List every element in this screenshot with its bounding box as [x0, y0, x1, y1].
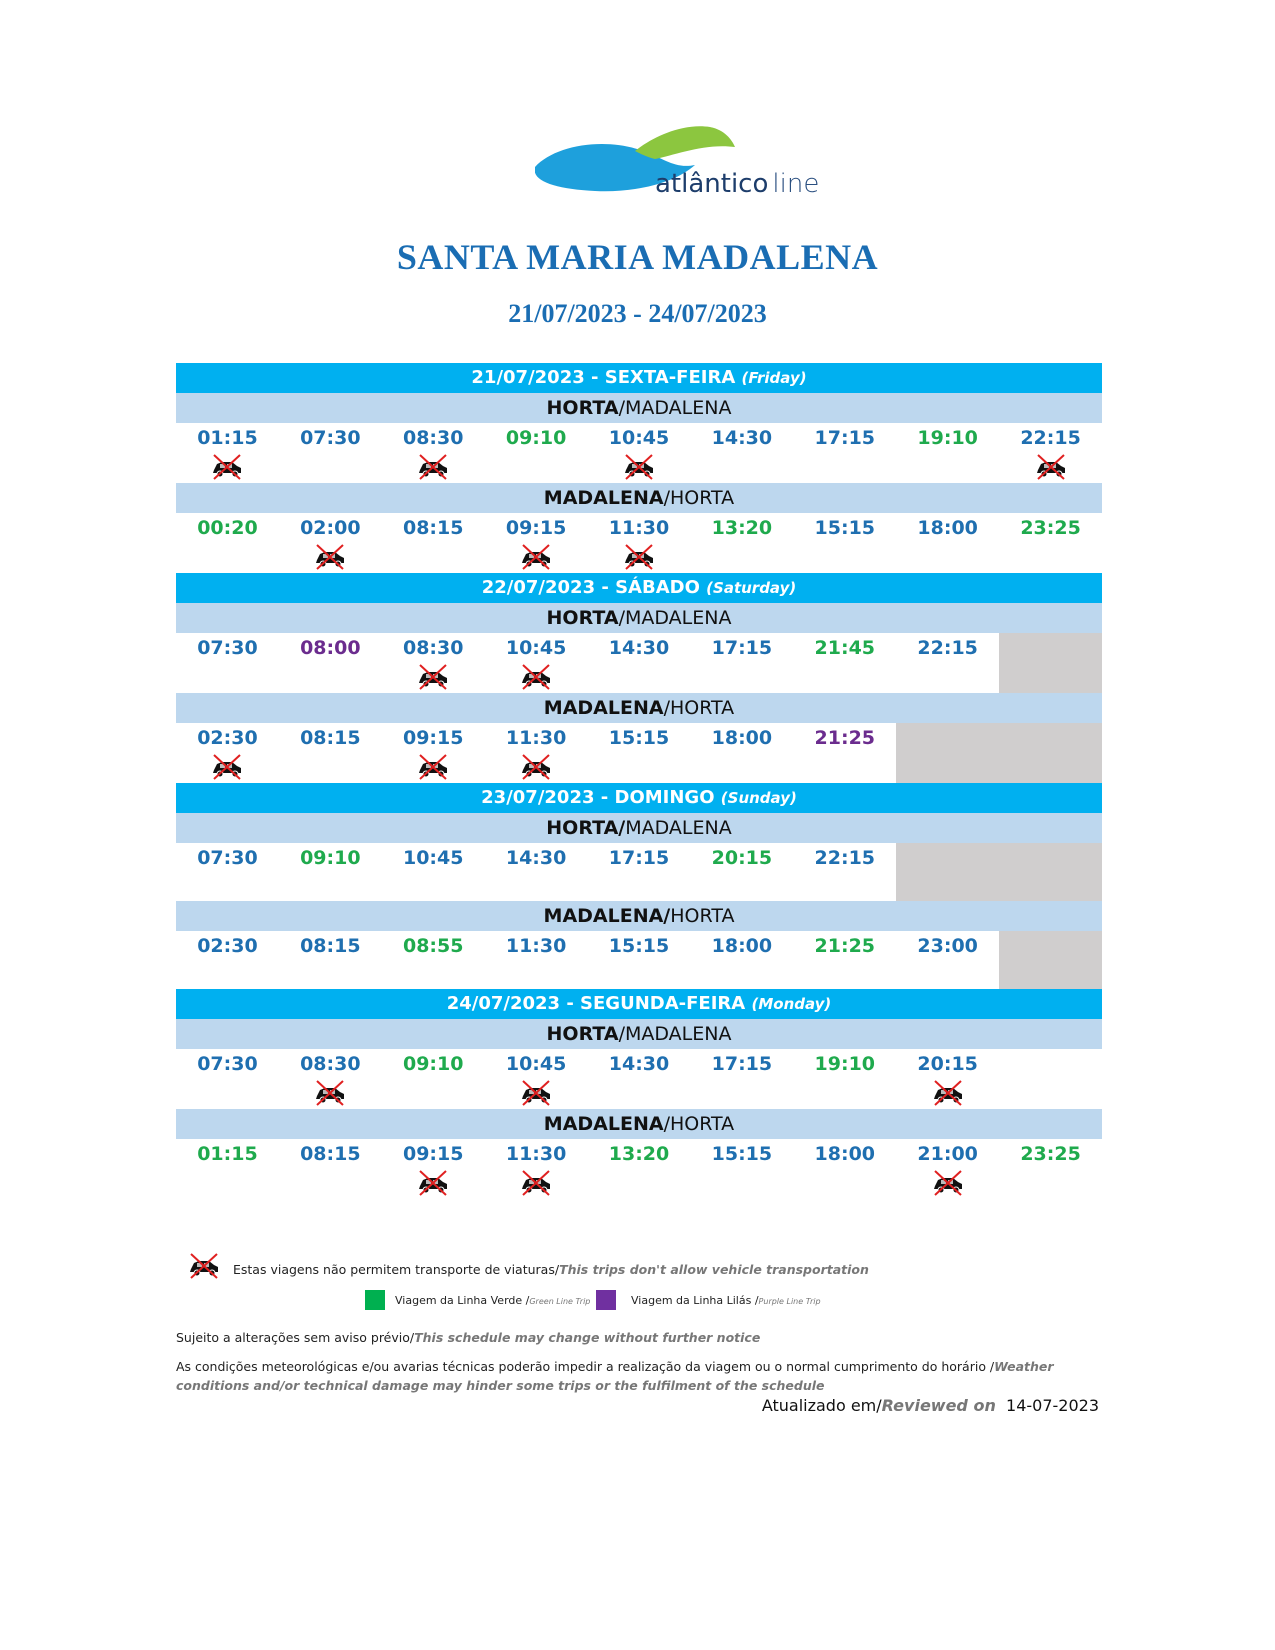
trip-time: 15:15: [608, 727, 670, 749]
day-title: 24/07/2023 - SEGUNDA-FEIRA: [446, 993, 746, 1014]
trip-time: 09:10: [505, 427, 567, 449]
no-vehicle-icon: [518, 753, 554, 781]
route-header: [176, 1109, 1102, 1139]
trip-time: 07:30: [197, 847, 258, 869]
trip-row: [176, 513, 1102, 573]
brand-name-part2: line: [772, 169, 820, 199]
trip-cell: [999, 513, 1102, 541]
trip-time: 09:15: [402, 1143, 464, 1165]
trip-time: 18:00: [814, 1143, 876, 1165]
trip-cell: [588, 723, 691, 751]
trip-time: 08:55: [402, 935, 464, 957]
trip-time: 00:20: [197, 517, 258, 539]
trip-cell: [588, 513, 691, 571]
trip-cell: [690, 423, 793, 451]
route-to: HORTA: [669, 487, 735, 509]
trip-time: 20:15: [917, 1053, 978, 1075]
trip-cell: [279, 1139, 382, 1167]
route-header: [176, 813, 1102, 843]
note-change-en: This schedule may change without further notice: [414, 1330, 761, 1345]
no-vehicle-icon: [518, 1169, 554, 1197]
no-vehicle-icon: [209, 753, 245, 781]
trip-cell: [690, 1139, 793, 1167]
trip-cell: [896, 1049, 999, 1107]
route-from: MADALENA: [543, 697, 664, 719]
trip-cell: [793, 1139, 896, 1167]
trip-time: 08:30: [300, 1053, 361, 1075]
trip-cell: [999, 1139, 1102, 1167]
route-to: MADALENA: [624, 1023, 732, 1045]
trip-time: 14:30: [608, 1053, 670, 1075]
trip-row: [176, 723, 1102, 783]
route-separator: /: [663, 697, 670, 719]
no-vehicle-icon: [518, 543, 554, 571]
day-title-en: (Monday): [751, 995, 832, 1013]
trip-cell: [382, 931, 485, 959]
route-to: HORTA: [670, 905, 735, 927]
no-vehicle-icon: [415, 663, 451, 691]
trip-cell: [176, 1139, 279, 1167]
trip-row: [176, 843, 1102, 901]
trip-cell: [690, 931, 793, 959]
trip-cell: [896, 931, 999, 959]
day-title-en: (Friday): [741, 369, 807, 387]
trip-row: [176, 1139, 1102, 1199]
day-header: [176, 783, 1102, 813]
trip-time: 13:20: [711, 517, 773, 539]
trip-time: 08:15: [402, 517, 464, 539]
trip-row: [176, 1049, 1102, 1109]
trip-cell: [176, 723, 279, 781]
trip-cell: [588, 843, 691, 871]
trip-cell: [588, 931, 691, 959]
note-weather-en: Weather conditions and/or technical damage may hinder some trips or the fulfilment of the schedule: [176, 1359, 1054, 1393]
trip-cell: [588, 423, 691, 481]
no-vehicle-icon: [415, 453, 451, 481]
trip-time: 02:30: [197, 935, 258, 957]
route-to: HORTA: [669, 1113, 735, 1135]
trip-cell: [279, 423, 382, 451]
trip-cell: [793, 931, 896, 959]
no-vehicle-icon: [621, 453, 657, 481]
note-schedule-change: [176, 1330, 760, 1345]
no-vehicle-icon: [930, 1079, 966, 1107]
trip-cell: [279, 1049, 382, 1107]
trip-time: 02:00: [300, 517, 361, 539]
note-weather-pt: As condições meteorológicas e/ou avarias técnicas poderão impedir a realização da viagem ou o normal cumprimento do horário /: [176, 1359, 995, 1374]
trip-cell: [690, 843, 793, 871]
trip-cell: [176, 931, 279, 959]
trip-cell: [588, 1139, 691, 1167]
trip-time: 07:30: [300, 427, 361, 449]
trip-cell: [690, 1049, 793, 1077]
no-vehicle-icon: [415, 1169, 451, 1197]
route-header: [176, 1019, 1102, 1049]
trip-time: 09:10: [300, 847, 361, 869]
route-to: MADALENA: [625, 817, 732, 839]
trip-time: 22:15: [814, 847, 876, 869]
route-from: HORTA: [546, 1023, 619, 1045]
trip-cell: [485, 723, 588, 781]
trip-cell: [382, 633, 485, 691]
day-title: 21/07/2023 - SEXTA-FEIRA: [471, 367, 736, 388]
no-vehicle-icon: [930, 1169, 966, 1197]
day-title-en: (Sunday): [720, 789, 797, 807]
day-header: [176, 363, 1102, 393]
trip-row: [176, 423, 1102, 483]
route-from: HORTA: [546, 397, 619, 419]
trip-time: 15:15: [711, 1143, 773, 1165]
trip-cell: [793, 513, 896, 541]
trip-cell: [176, 513, 279, 541]
date-range: 21/07/2023 - 24/07/2023: [508, 299, 767, 328]
brand-name: [655, 169, 819, 199]
trip-cell: [485, 1139, 588, 1197]
trip-time: 10:45: [402, 847, 464, 869]
trip-cell: [279, 633, 382, 661]
trip-cell: [485, 633, 588, 691]
trip-cell: [176, 1049, 279, 1077]
trip-time: 22:15: [917, 637, 978, 659]
schedule-table: [176, 363, 1102, 1199]
updated-date: [762, 1396, 1099, 1415]
trip-time: 21:45: [814, 637, 876, 659]
day-title: 23/07/2023 - DOMINGO: [481, 787, 715, 808]
legend-no-vehicle-pt: Estas viagens não permitem transporte de viaturas/: [233, 1262, 560, 1277]
trip-cell: [896, 423, 999, 451]
no-vehicle-icon: [518, 663, 554, 691]
trip-time: 17:15: [814, 427, 876, 449]
note-change-pt: Sujeito a alterações sem aviso prévio/: [176, 1330, 415, 1345]
trip-cell: [690, 633, 793, 661]
no-vehicle-icon: [621, 543, 657, 571]
trip-time: 23:25: [1020, 1143, 1081, 1165]
trip-time: 17:15: [711, 637, 773, 659]
trip-cell: [485, 1049, 588, 1107]
trip-cell: [382, 513, 485, 541]
legend-no-vehicle-en: This trips don't allow vehicle transportation: [559, 1262, 869, 1277]
trip-time: 09:15: [402, 727, 464, 749]
route-from: MADALENA/: [543, 905, 671, 927]
route-separator: /: [618, 1023, 625, 1045]
trip-cell: [896, 513, 999, 541]
route-header: [176, 603, 1102, 633]
trip-cell: [588, 633, 691, 661]
brand-name-part1: atlântico: [655, 169, 769, 199]
route-header: [176, 483, 1102, 513]
trip-cell: [176, 843, 279, 871]
no-vehicle-icon: [312, 543, 348, 571]
day-title: 22/07/2023 - SÁBADO: [481, 577, 700, 598]
route-to: HORTA: [669, 697, 735, 719]
trip-cell: [279, 843, 382, 871]
route-header: [176, 393, 1102, 423]
trip-time: 11:30: [608, 517, 670, 539]
trip-time: 15:15: [814, 517, 876, 539]
green-line-swatch: [365, 1290, 385, 1310]
trip-cell: [485, 513, 588, 571]
trip-cell: [382, 1139, 485, 1197]
trip-time: 22:15: [1020, 427, 1081, 449]
trip-time: 15:15: [608, 935, 670, 957]
trip-time: 08:00: [300, 637, 361, 659]
no-vehicle-icon: [518, 1079, 554, 1107]
trip-time: 10:45: [608, 427, 670, 449]
day-title-en: (Saturday): [706, 579, 797, 597]
trip-time: 14:30: [608, 637, 670, 659]
route-separator: /: [663, 487, 670, 509]
trip-time: 08:30: [402, 427, 464, 449]
trip-cell: [485, 423, 588, 451]
trip-time: 23:25: [1020, 517, 1081, 539]
trip-time: 13:20: [608, 1143, 670, 1165]
route-to: MADALENA: [624, 397, 732, 419]
trip-time: 11:30: [505, 727, 567, 749]
trip-cell: [485, 931, 588, 959]
route-header: [176, 901, 1102, 931]
trip-row: [176, 931, 1102, 989]
legend-green-line: [395, 1294, 590, 1307]
trip-cell: [382, 843, 485, 871]
legend-green-pt: Viagem da Linha Verde /: [395, 1294, 530, 1307]
trip-time: 21:00: [917, 1143, 978, 1165]
trip-cell: [279, 513, 382, 571]
route-separator: /: [618, 607, 625, 629]
trip-time: 14:30: [505, 847, 567, 869]
trip-time: 08:15: [300, 935, 361, 957]
note-weather: [176, 1357, 1076, 1395]
trip-cell: [793, 633, 896, 661]
page-title: SANTA MARIA MADALENA: [396, 237, 879, 277]
legend-purple-pt: Viagem da Linha Lilás /: [631, 1294, 759, 1307]
no-vehicle-icon: [209, 453, 245, 481]
trip-time: 18:00: [711, 727, 773, 749]
no-vehicle-icon: [312, 1079, 348, 1107]
trip-time: 20:15: [711, 847, 773, 869]
purple-line-swatch: [596, 1290, 616, 1310]
trip-cell: [279, 723, 382, 751]
trip-cell: [382, 423, 485, 481]
trip-cell: [896, 1139, 999, 1197]
legend-purple-en: Purple Line Trip: [758, 1297, 821, 1306]
trip-cell: [176, 633, 279, 661]
route-to: MADALENA: [624, 607, 732, 629]
empty-cell: [896, 723, 1102, 783]
trip-time: 11:30: [505, 1143, 567, 1165]
trip-time: 08:15: [300, 727, 361, 749]
updated-date-value: 14-07-2023: [1006, 1396, 1099, 1415]
trip-time: 19:10: [814, 1053, 876, 1075]
trip-time: 07:30: [197, 637, 258, 659]
trip-time: 01:15: [197, 427, 258, 449]
trip-time: 07:30: [197, 1053, 258, 1075]
brand-logo: [535, 125, 835, 205]
trip-cell: [793, 1049, 896, 1077]
route-header: [176, 693, 1102, 723]
route-separator: /: [618, 397, 625, 419]
no-vehicle-icon: [1033, 453, 1069, 481]
trip-time: 18:00: [711, 935, 773, 957]
trip-time: 08:15: [300, 1143, 361, 1165]
trip-time: 17:15: [711, 1053, 773, 1075]
day-header: [176, 989, 1102, 1019]
trip-time: 23:00: [917, 935, 978, 957]
trip-cell: [896, 633, 999, 661]
empty-cell: [999, 633, 1102, 693]
empty-cell: [896, 843, 1102, 901]
trip-time: 14:30: [711, 427, 773, 449]
trip-time: 21:25: [814, 935, 876, 957]
trip-cell: [999, 423, 1102, 481]
trip-cell: [793, 423, 896, 451]
legend-no-vehicle: [233, 1262, 869, 1277]
trip-time: 09:10: [402, 1053, 464, 1075]
trip-time: 21:25: [814, 727, 876, 749]
day-header: [176, 573, 1102, 603]
trip-time: 09:15: [505, 517, 567, 539]
trip-time: 08:30: [402, 637, 464, 659]
trip-cell: [485, 843, 588, 871]
trip-cell: [176, 423, 279, 481]
trip-time: 19:10: [917, 427, 978, 449]
trip-time: 10:45: [505, 1053, 567, 1075]
trip-cell: [793, 843, 896, 871]
route-from: MADALENA: [543, 1113, 664, 1135]
route-separator: /: [663, 1113, 670, 1135]
trip-cell: [279, 931, 382, 959]
trip-time: 17:15: [608, 847, 670, 869]
trip-cell: [588, 1049, 691, 1077]
route-from: HORTA: [546, 607, 619, 629]
no-vehicle-icon: [415, 753, 451, 781]
legend-green-en: Green Line Trip: [529, 1297, 591, 1306]
route-from: HORTA/: [546, 817, 626, 839]
trip-cell: [382, 1049, 485, 1077]
trip-row: [176, 633, 1102, 693]
trip-cell: [382, 723, 485, 781]
trip-cell: [690, 513, 793, 541]
empty-cell: [999, 931, 1102, 989]
trip-time: 18:00: [917, 517, 978, 539]
route-from: MADALENA: [543, 487, 664, 509]
trip-time: 11:30: [505, 935, 567, 957]
trip-time: 10:45: [505, 637, 567, 659]
trip-time: 01:15: [197, 1143, 258, 1165]
trip-time: 02:30: [197, 727, 258, 749]
legend-purple-line: [631, 1294, 821, 1307]
trip-cell: [690, 723, 793, 751]
updated-label-pt: Atualizado em/: [761, 1396, 882, 1415]
updated-label-en: Reviewed on: [881, 1396, 996, 1415]
trip-cell: [793, 723, 896, 751]
no-vehicle-legend-icon: [186, 1252, 222, 1280]
